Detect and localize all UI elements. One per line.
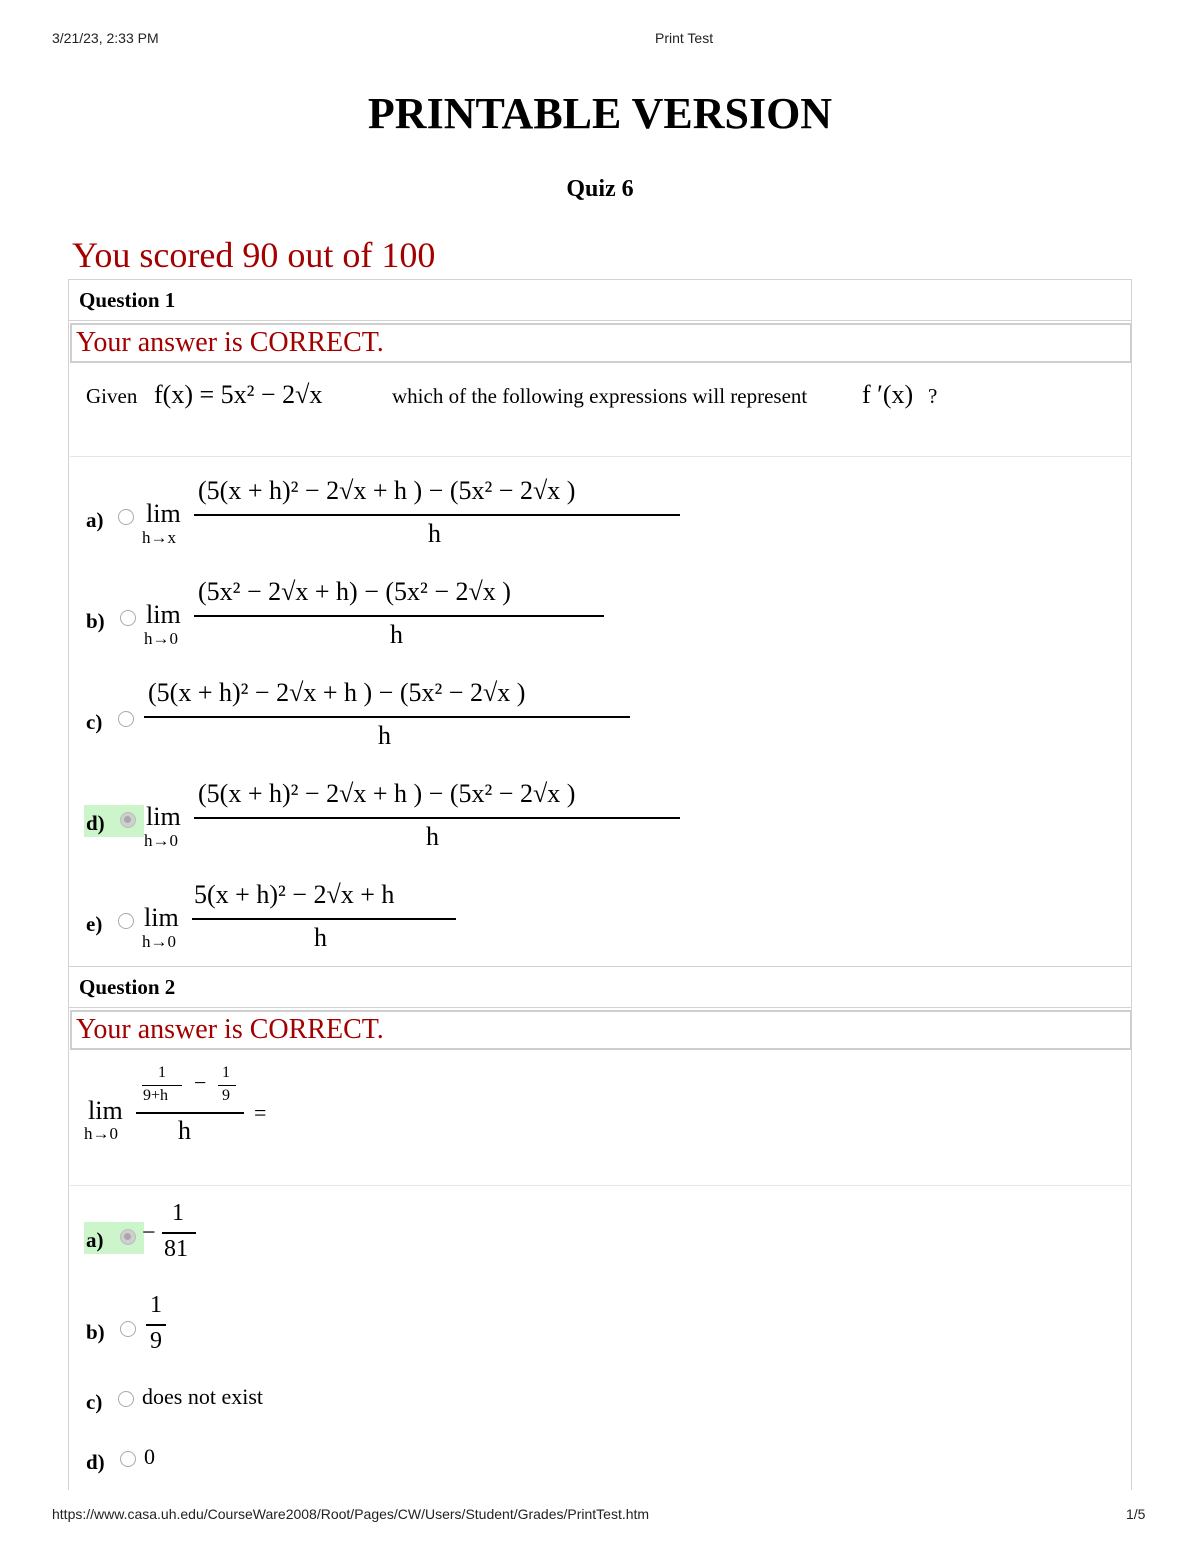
- radio-button[interactable]: [120, 1451, 136, 1467]
- lim-subscript: h→0: [84, 1124, 118, 1143]
- lim-subscript: h→0: [144, 629, 178, 648]
- option-label: c): [86, 710, 103, 734]
- lim-subscript: h→0: [144, 831, 178, 850]
- denominator: 81: [164, 1236, 188, 1262]
- question-1-option-a[interactable]: [78, 476, 698, 548]
- lim-symbol: lim: [88, 1096, 123, 1125]
- option-label: a): [86, 508, 104, 532]
- radio-button[interactable]: [118, 913, 134, 929]
- question-2-option-b[interactable]: [78, 1292, 198, 1362]
- option-label: c): [86, 1390, 103, 1414]
- frame-right: [1131, 279, 1132, 1490]
- page-title: PRINTABLE VERSION: [367, 89, 833, 138]
- radio-button-selected[interactable]: [120, 812, 136, 828]
- print-page-title: Print Test: [655, 30, 714, 46]
- print-page-number: 1/5: [1126, 1506, 1146, 1522]
- question-2-option-d[interactable]: [78, 1440, 198, 1480]
- radio-button[interactable]: [118, 711, 134, 727]
- fraction-bar: [162, 1232, 196, 1234]
- option-label: b): [86, 609, 105, 633]
- inner-fraction-2-bar: [218, 1085, 236, 1086]
- numerator: (5x² − 2√x + h) − (5x² − 2√x ): [198, 577, 511, 606]
- question-2-option-a[interactable]: [78, 1200, 218, 1270]
- fraction-bar: [192, 918, 456, 920]
- question-1-prompt: [70, 364, 1132, 457]
- prompt-function: f(x) = 5x² − 2√x: [154, 380, 323, 409]
- quiz-name: Quiz 6: [566, 176, 634, 202]
- question-1-option-d[interactable]: [78, 779, 698, 851]
- denominator: 9: [150, 1328, 162, 1354]
- numerator: 1: [150, 1292, 162, 1318]
- option-sign: −: [142, 1220, 156, 1246]
- numerator: 5(x + h)² − 2√x + h: [194, 880, 395, 909]
- frame-left: [68, 279, 69, 1490]
- denominator: h: [314, 923, 327, 952]
- question-2-verdict: [70, 1010, 1132, 1050]
- fraction-bar: [146, 1324, 166, 1326]
- lim-symbol: lim: [144, 903, 179, 932]
- option-label: e): [86, 912, 103, 936]
- lim-symbol: lim: [146, 600, 181, 629]
- fraction-bar: [144, 716, 630, 718]
- numerator: (5(x + h)² − 2√x + h ) − (5x² − 2√x ): [198, 476, 576, 505]
- numerator: 1: [172, 1200, 184, 1226]
- option-label: d): [86, 811, 105, 835]
- question-1-option-b[interactable]: [78, 577, 618, 649]
- prompt-question-mark: ?: [928, 384, 938, 408]
- lim-subscript: h→0: [142, 932, 176, 951]
- radio-button[interactable]: [120, 610, 136, 626]
- question-1-label: Question 1: [79, 288, 176, 312]
- inner-fraction-2-numerator: 1: [222, 1064, 230, 1081]
- inner-fraction-2-denominator: 9: [222, 1087, 230, 1104]
- denominator: h: [390, 620, 403, 649]
- radio-button[interactable]: [118, 1391, 134, 1407]
- option-label: b): [86, 1320, 105, 1344]
- inner-fraction-1-bar: [142, 1085, 182, 1086]
- lim-subscript: h→x: [142, 528, 176, 547]
- denominator: h: [428, 519, 441, 548]
- radio-button[interactable]: [118, 509, 134, 525]
- equals-sign: =: [254, 1100, 267, 1125]
- denominator: h: [426, 822, 439, 851]
- prompt-middle: which of the following expressions will represent: [392, 384, 808, 408]
- print-url: https://www.casa.uh.edu/CourseWare2008/Root/Pages/CW/Users/Student/Grades/PrintTest.htm: [52, 1506, 650, 1522]
- inner-minus: −: [194, 1070, 207, 1095]
- prompt-derivative: f ′(x): [862, 380, 914, 409]
- question-1-option-c[interactable]: [78, 678, 638, 750]
- numerator: (5(x + h)² − 2√x + h ) − (5x² − 2√x ): [148, 678, 526, 707]
- lim-symbol: lim: [146, 802, 181, 831]
- fraction-bar: [194, 615, 604, 617]
- question-1-option-e[interactable]: [78, 880, 478, 952]
- question-1-verdict: [70, 323, 1132, 363]
- denominator: h: [378, 721, 391, 750]
- main-denominator: h: [178, 1116, 191, 1145]
- fraction-bar: [194, 817, 680, 819]
- question-1-header: [68, 279, 1132, 321]
- main-fraction-bar: [136, 1112, 244, 1114]
- inner-fraction-1-numerator: 1: [158, 1064, 166, 1081]
- question-2-prompt: [70, 1052, 1132, 1186]
- prompt-given: Given: [86, 384, 138, 408]
- fraction-bar: [194, 514, 680, 516]
- inner-fraction-1-denominator: 9+h: [143, 1087, 169, 1104]
- radio-button[interactable]: [120, 1321, 136, 1337]
- option-text: does not exist: [142, 1384, 263, 1409]
- question-2-verdict-text: Your answer is CORRECT.: [76, 1014, 384, 1045]
- numerator: (5(x + h)² − 2√x + h ) − (5x² − 2√x ): [198, 779, 576, 808]
- option-text: 0: [144, 1444, 155, 1469]
- option-label: a): [86, 1228, 104, 1252]
- radio-button-selected[interactable]: [120, 1229, 136, 1245]
- question-2-label: Question 2: [79, 975, 176, 999]
- lim-symbol: lim: [146, 499, 181, 528]
- option-label: d): [86, 1450, 105, 1474]
- score-text: You scored 90 out of 100: [72, 235, 436, 275]
- question-1-verdict-text: Your answer is CORRECT.: [76, 327, 384, 358]
- question-2-header: [68, 966, 1132, 1008]
- question-2-option-c[interactable]: [78, 1380, 298, 1420]
- print-datetime: 3/21/23, 2:33 PM: [52, 30, 159, 46]
